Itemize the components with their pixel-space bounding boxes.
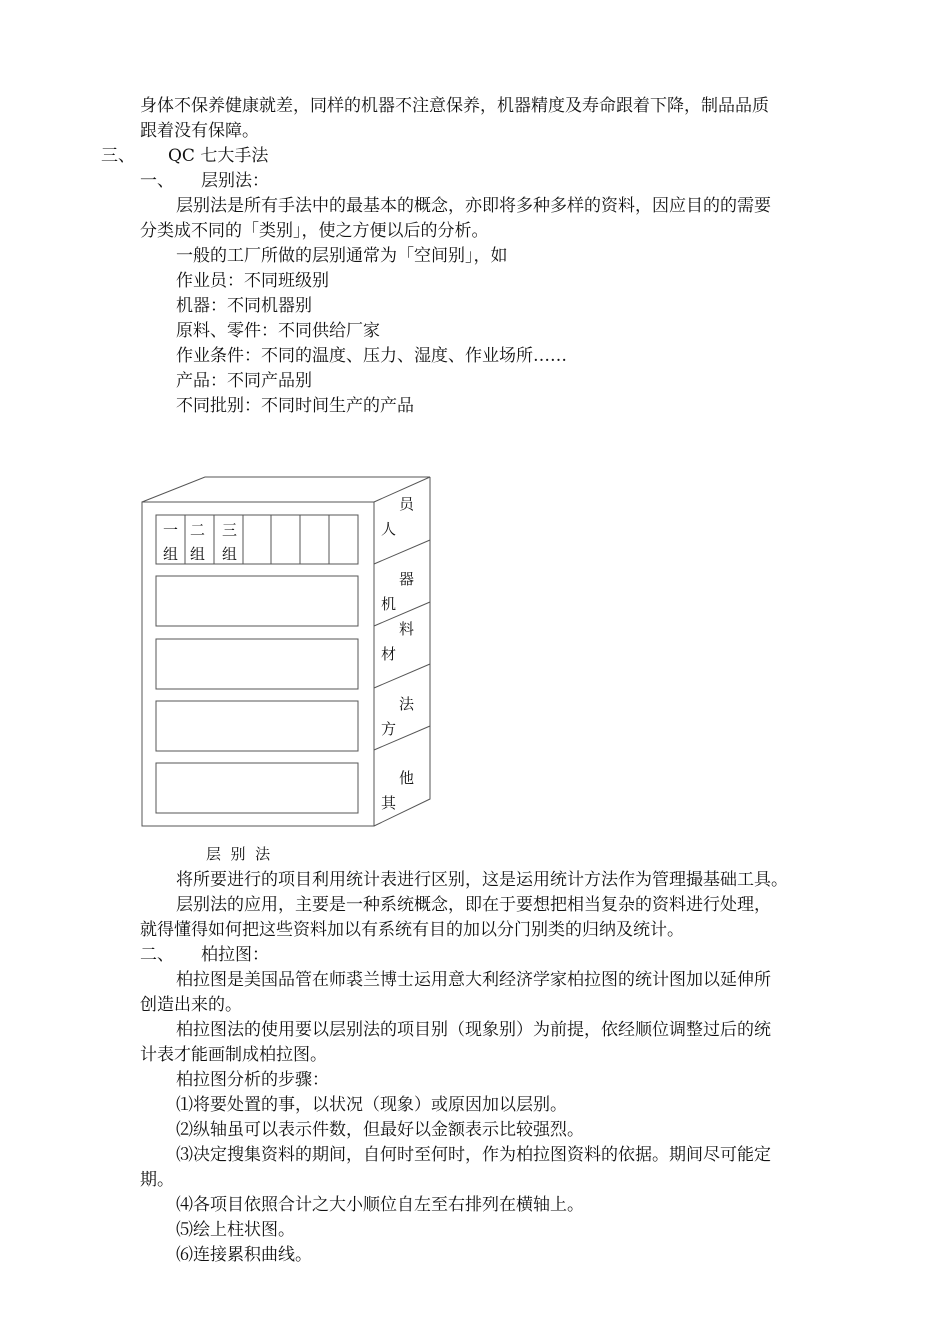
list-item: 机器：不同机器别 (176, 296, 312, 316)
side-label: 机 (381, 595, 397, 613)
paragraph-line: 柏拉图分析的步骤： (176, 1070, 329, 1090)
section-number: 三、 (101, 146, 135, 166)
paragraph-line: 层别法的应用，主要是一种系统概念，即在于要想把相当复杂的资料进行处理， (176, 895, 771, 915)
cell-label: 二 (190, 521, 206, 539)
list-item: 不同批别：不同时间生产的产品 (176, 396, 414, 416)
list-item: ⑵纵轴虽可以表示件数，但最好以金额表示比较强烈。 (176, 1120, 584, 1140)
subsection-number: 一、 (140, 171, 174, 191)
subsection-title: 柏拉图： (201, 945, 269, 965)
list-item: 原料、零件：不同供给厂家 (176, 321, 380, 341)
cell-label: 组 (190, 545, 206, 563)
list-item: 作业员：不同班级别 (176, 271, 329, 291)
side-label: 法 (399, 695, 415, 713)
drawer-materials (156, 639, 358, 689)
side-label: 他 (399, 769, 415, 787)
paragraph-line: 计表才能画制成柏拉图。 (140, 1045, 327, 1065)
list-item: 作业条件：不同的温度、压力、湿度、作业场所…… (176, 346, 567, 366)
list-item: ⑶决定搜集资料的期间，自何时至何时，作为柏拉图资料的依据。期间尽可能定 (176, 1145, 771, 1165)
figure-caption: 层 别 法 (206, 845, 271, 863)
list-item: 期。 (140, 1170, 174, 1190)
intro-line: 跟着没有保障。 (140, 121, 259, 141)
paragraph-line: 就得懂得如何把这些资料加以有系统有目的加以分门别类的归纳及统计。 (140, 920, 684, 940)
drawer-machines (156, 576, 358, 626)
paragraph-line: 一般的工厂所做的层别通常为「空间别」，如 (176, 246, 508, 266)
paragraph-line: 层别法是所有手法中的最基本的概念，亦即将多种多样的资料，因应目的的需要 (176, 196, 771, 216)
drawer-others (156, 763, 358, 813)
side-label: 方 (381, 720, 397, 738)
section-title: QC 七大手法 (168, 146, 269, 166)
side-label: 料 (399, 620, 415, 638)
list-item: 产品：不同产品别 (176, 371, 312, 391)
list-item: ⑴将要处置的事，以状况（现象）或原因加以层别。 (176, 1095, 567, 1115)
list-item: ⑷各项目依照合计之大小顺位自左至右排列在横轴上。 (176, 1195, 584, 1215)
cell-label: 三 (222, 521, 238, 539)
side-label: 员 (399, 495, 415, 513)
side-label: 器 (399, 570, 415, 588)
paragraph-line: 分类成不同的「类别」，使之方便以后的分析。 (140, 221, 489, 241)
subsection-number: 二、 (140, 945, 174, 965)
paragraph-line: 柏拉图是美国品管在师裘兰博士运用意大利经济学家柏拉图的统计图加以延伸所 (176, 970, 771, 990)
paragraph-line: 将所要进行的项目利用统计表进行区别，这是运用统计方法作为管理撮基础工具。 (176, 870, 788, 890)
drawer-methods (156, 701, 358, 751)
paragraph-line: 柏拉图法的使用要以层别法的项目别（现象别）为前提，依经顺位调整过后的统 (176, 1020, 771, 1040)
cell-label: 一 (163, 521, 179, 539)
paragraph-line: 创造出来的。 (140, 995, 242, 1015)
side-label: 材 (381, 645, 397, 663)
cabinet-top (142, 477, 430, 502)
cell-label: 组 (163, 545, 179, 563)
cell-label: 组 (222, 545, 238, 563)
intro-line: 身体不保养健康就差，同样的机器不注意保养，机器精度及寿命跟着下降，制品品质 (140, 96, 769, 116)
drawer-operators (156, 515, 358, 564)
list-item: ⑸绘上柱状图。 (176, 1220, 295, 1240)
side-label: 人 (381, 520, 397, 538)
list-item: ⑹连接累积曲线。 (176, 1245, 312, 1265)
side-label: 其 (381, 794, 397, 812)
subsection-title: 层别法： (201, 171, 269, 191)
